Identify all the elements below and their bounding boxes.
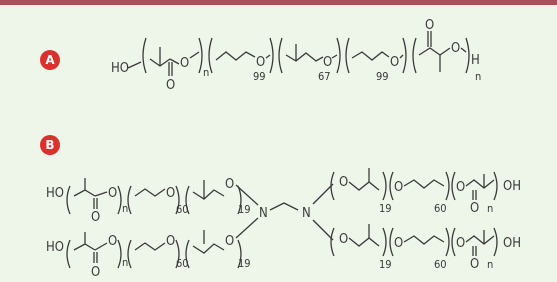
- a-sub-n: n: [203, 66, 210, 79]
- a-carbonyl-o-right: O: [425, 18, 435, 33]
- a-sub-99-right: 99: [376, 70, 389, 83]
- b-bracket: [128, 186, 131, 214]
- b-bond: [193, 244, 224, 253]
- b-sub-19: 19: [379, 202, 392, 215]
- b-bond-to-n: [236, 218, 258, 238]
- b-ether-o: O: [225, 234, 235, 249]
- a-bracket-open: [279, 38, 282, 73]
- b-carbonyl-bond: [94, 252, 97, 263]
- b-bond: [135, 243, 165, 250]
- b-bond: [404, 236, 444, 244]
- b-n-left: N: [259, 206, 268, 221]
- b-bracket: [452, 172, 455, 200]
- a-bond: [400, 55, 403, 58]
- b-bond: [74, 244, 95, 250]
- b-bond-ethylene: [270, 203, 298, 210]
- b-ester-o: O: [108, 186, 118, 201]
- arm-bottom-right: [313, 220, 521, 272]
- b-ether-o: O: [166, 186, 176, 201]
- b-bracket: [446, 228, 449, 256]
- b-bracket: [118, 240, 121, 268]
- arm-top-left: [46, 177, 258, 225]
- a-bond: [332, 55, 337, 58]
- b-bracket: [494, 228, 497, 256]
- a-ether-o: O: [390, 55, 400, 70]
- b-carbonyl-o: O: [470, 257, 480, 272]
- b-bracket: [67, 186, 70, 214]
- b-oh-label: OH: [503, 236, 522, 251]
- b-carbonyl-o: O: [470, 201, 480, 216]
- a-ester-o-right: O: [451, 41, 461, 56]
- a-ether-o: O: [323, 55, 333, 70]
- a-sub-99-left: 99: [253, 70, 266, 83]
- a-bracket-open: [413, 38, 416, 73]
- b-bracket: [331, 172, 334, 200]
- arm-top-right: [313, 168, 521, 216]
- b-bond-from-n: [313, 184, 333, 204]
- a-bond: [128, 62, 141, 68]
- b-carbonyl-bond: [94, 198, 97, 209]
- b-ether-o: O: [394, 180, 404, 195]
- a-ester-o: O: [180, 56, 190, 71]
- b-ether-o: O: [225, 177, 235, 192]
- b-ester-o: O: [108, 234, 118, 249]
- a-bond: [266, 55, 270, 58]
- b-sub-n: n: [487, 258, 494, 271]
- b-ho-label: HO: [46, 186, 65, 201]
- a-carbonyl-bond: [169, 62, 172, 76]
- b-bracket: [118, 186, 121, 214]
- b-ether-o: O: [339, 232, 349, 247]
- b-bond: [74, 190, 95, 196]
- b-bracket: [452, 228, 455, 256]
- b-bracket: [390, 228, 393, 256]
- b-ether-o: O: [394, 236, 404, 251]
- b-carbonyl-bond: [473, 246, 476, 256]
- b-bond: [193, 190, 224, 199]
- a-bracket-close: [337, 38, 340, 73]
- a-sub-n-right: n: [475, 70, 482, 83]
- b-ether-o: O: [166, 234, 176, 249]
- b-bracket: [331, 228, 334, 256]
- b-sub-19: 19: [238, 257, 251, 270]
- a-ether-o: O: [256, 55, 266, 70]
- b-bond: [349, 182, 379, 190]
- b-bond: [349, 238, 379, 246]
- a-bracket-open: [143, 38, 146, 73]
- b-sub-60: 60: [176, 203, 189, 216]
- b-bracket: [446, 172, 449, 200]
- b-sub-60: 60: [434, 202, 447, 215]
- b-ester-o: O: [456, 180, 466, 195]
- a-carbonyl-o: O: [166, 78, 176, 93]
- a-bond: [216, 52, 255, 60]
- b-sub-19: 19: [238, 203, 251, 216]
- b-bond: [135, 189, 165, 196]
- a-bracket-close: [270, 38, 273, 73]
- b-bracket: [494, 172, 497, 200]
- a-h-label: H: [471, 53, 480, 68]
- b-ho-label: HO: [46, 240, 65, 255]
- b-sub-60: 60: [176, 257, 189, 270]
- a-sub-67: 67: [318, 70, 331, 83]
- b-bracket: [390, 172, 393, 200]
- a-bond: [190, 52, 199, 58]
- structure-a: [111, 18, 481, 93]
- b-bracket: [383, 172, 386, 200]
- b-sub-n: n: [122, 202, 129, 215]
- a-bracket-open: [346, 38, 349, 73]
- b-sub-n: n: [122, 256, 129, 269]
- b-bracket: [128, 240, 131, 268]
- b-bracket: [67, 240, 70, 268]
- a-carbonyl-bond: [428, 31, 431, 47]
- b-bond-from-n: [313, 220, 333, 240]
- b-carbonyl-bond: [473, 190, 476, 200]
- a-bracket-open: [209, 38, 212, 73]
- b-bond-to-n: [236, 185, 258, 205]
- diamine-core: [259, 203, 311, 221]
- b-bracket: [383, 228, 386, 256]
- a-bond: [352, 52, 389, 60]
- b-sub-60: 60: [434, 258, 447, 271]
- badge-b: B: [40, 135, 60, 155]
- b-bond: [95, 192, 107, 196]
- b-n-right: N: [302, 206, 311, 221]
- b-ether-o: O: [339, 175, 349, 190]
- b-sub-n: n: [487, 202, 494, 215]
- b-carbonyl-o: O: [91, 210, 101, 225]
- a-ho-label: HO: [111, 61, 130, 76]
- a-bond: [286, 53, 323, 61]
- a-bond: [419, 48, 450, 55]
- a-bracket-close: [403, 38, 406, 73]
- b-bond: [466, 236, 494, 244]
- b-oh-label: OH: [503, 179, 522, 194]
- b-sub-19: 19: [379, 258, 392, 271]
- b-bond: [466, 180, 494, 188]
- badge-a: A: [40, 50, 60, 70]
- b-bond: [404, 180, 444, 188]
- a-bracket-close: [199, 38, 202, 73]
- a-bond: [461, 48, 466, 52]
- b-carbonyl-o: O: [91, 265, 101, 280]
- b-ester-o: O: [456, 236, 466, 251]
- a-bracket-close: [466, 38, 469, 73]
- b-bond: [95, 243, 107, 250]
- arm-bottom-left: [46, 218, 258, 280]
